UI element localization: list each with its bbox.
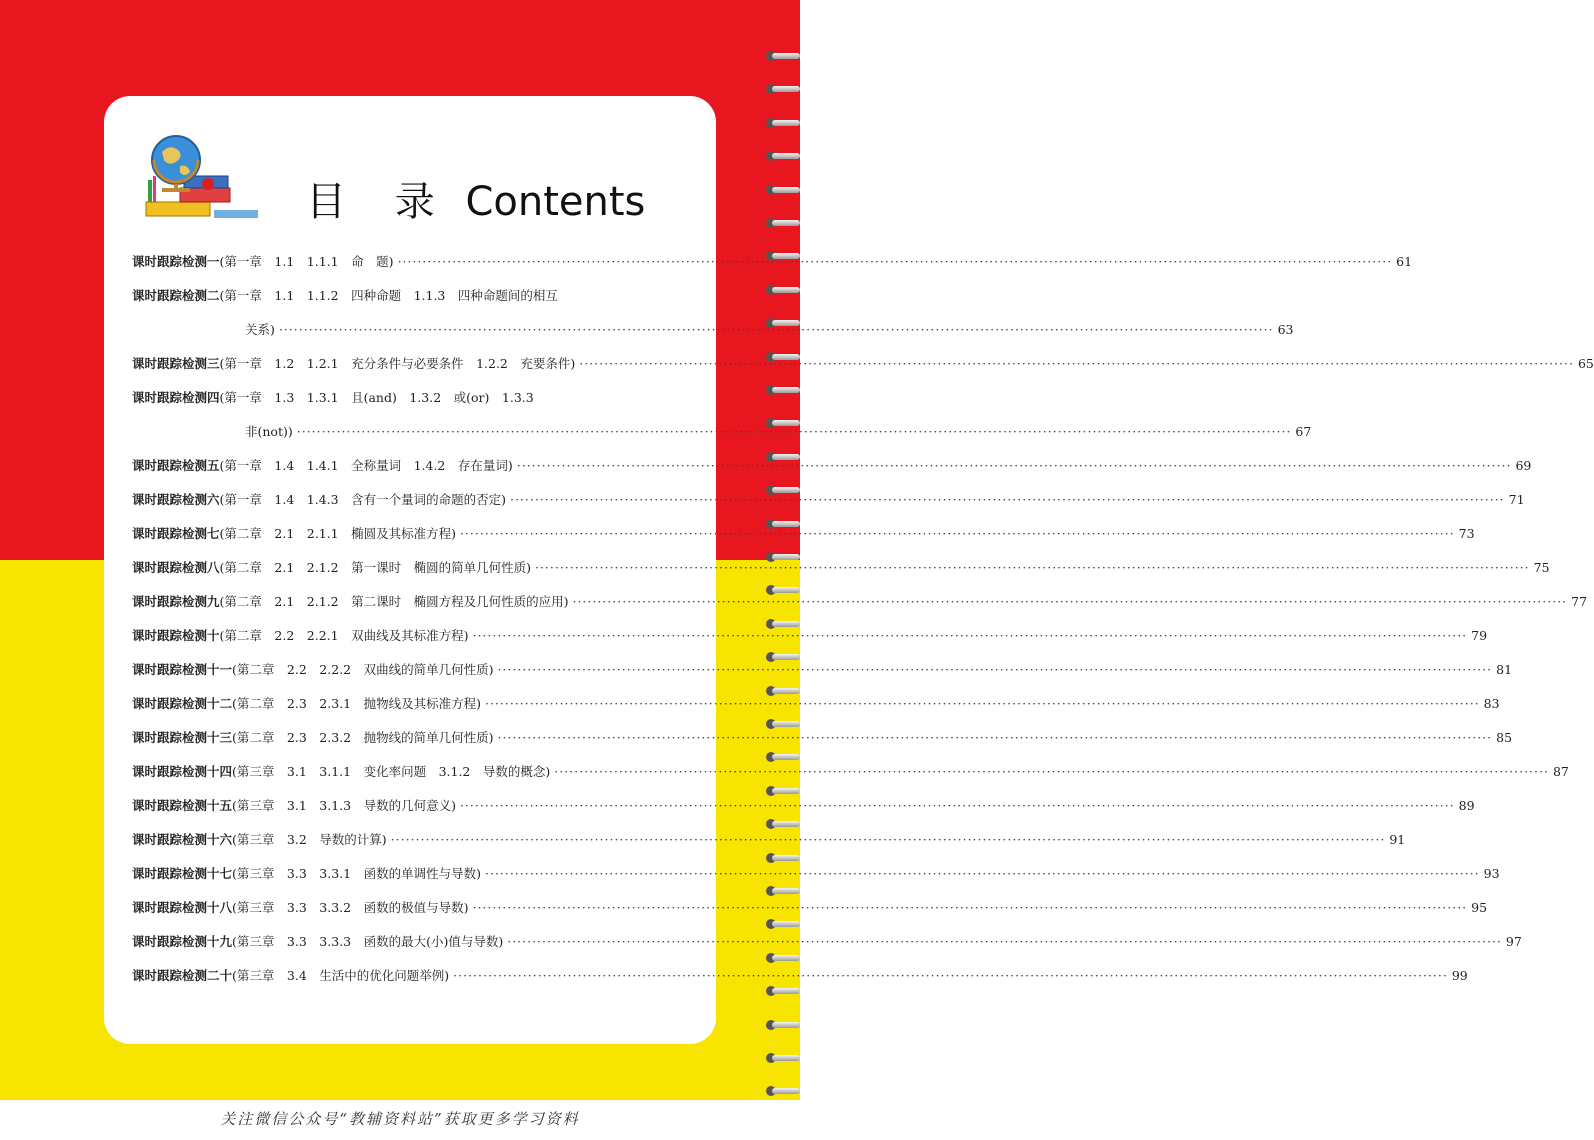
toc-entry-label: 课时跟踪检测四 (132, 390, 220, 405)
toc-page-number: 67 (1295, 423, 1312, 439)
footer-note: 关注微信公众号“教辅资料站”获取更多学习资料 (220, 1110, 580, 1128)
title-chinese: 目 录 (306, 179, 453, 225)
binding-ring (766, 718, 800, 730)
dot-leader: ········································································································································································································ (278, 321, 1274, 337)
dot-leader: ········································································································································································································ (507, 933, 1502, 949)
dot-leader: ········································································································································································································ (572, 593, 1568, 609)
toc-entry-line (132, 788, 1475, 822)
toc-entry-label: 课时跟踪检测二十 (132, 968, 233, 983)
toc-entry-label: 课时跟踪检测十八 (132, 900, 233, 915)
binding-ring (766, 1052, 800, 1064)
globe-books-illustration (140, 132, 260, 224)
binding-ring (766, 217, 800, 229)
binding-ring (766, 184, 800, 196)
toc-page-number: 65 (1577, 355, 1594, 371)
toc-page-number: 97 (1505, 933, 1522, 949)
toc-page-number: 83 (1483, 695, 1500, 711)
toc-entry-text: (第一章 1.4 1.4.3 含有一个量词的命题的否定) (219, 492, 506, 507)
toc-entry-text: (第二章 2.2 2.2.1 双曲线及其标准方程) (219, 628, 469, 643)
toc-entry-text: (第一章 1.1 1.1.1 命 题) (219, 254, 394, 269)
toc-entry-text: (第一章 1.4 1.4.1 全称量词 1.4.2 存在量词) (219, 458, 513, 473)
dot-leader: ········································································································································································································ (397, 253, 1393, 269)
toc-page-number: 87 (1552, 763, 1569, 779)
toc-entry-label: 课时跟踪检测十九 (132, 934, 233, 949)
toc-entry-line (132, 278, 692, 312)
dot-leader: ········································································································································································································ (459, 797, 1455, 813)
dot-leader: ········································································································································································································ (453, 967, 1448, 983)
binding-ring (766, 150, 800, 162)
toc-entry-text: (第三章 3.4 生活中的优化问题举例) (232, 968, 450, 983)
toc-entry-line (132, 958, 1468, 992)
toc-entry-line (132, 652, 1513, 686)
dot-leader: ········································································································································································································ (497, 729, 1493, 745)
toc-entry-label: 课时跟踪检测八 (132, 560, 220, 575)
binding-ring (766, 885, 800, 897)
dot-leader: ········································································································································································································ (472, 627, 1468, 643)
toc-entry-label: 课时跟踪检测五 (132, 458, 220, 473)
binding-ring (766, 117, 800, 129)
toc-entry-text: (第三章 3.3 3.3.3 函数的最大(小)值与导数) (232, 934, 504, 949)
toc-entry-line (132, 754, 1569, 788)
toc-page-number: 73 (1458, 525, 1475, 541)
toc-page-number: 63 (1277, 321, 1294, 337)
dot-leader: ········································································································································································································ (554, 763, 1549, 779)
toc-entry-label: 课时跟踪检测十五 (132, 798, 233, 813)
toc-entry-text: (第一章 1.2 1.2.1 充分条件与必要条件 1.2.2 充要条件) (219, 356, 576, 371)
dot-leader: ········································································································································································································ (484, 865, 1480, 881)
toc-entry-line (132, 414, 1312, 448)
toc-page-number: 99 (1451, 967, 1468, 983)
toc-entry-label: 课时跟踪检测九 (132, 594, 220, 609)
toc-page-number: 71 (1508, 491, 1525, 507)
toc-entry-line (132, 346, 1594, 380)
toc-entry-line (132, 244, 1413, 278)
toc-entry-line (132, 482, 1525, 516)
binding-ring (766, 751, 800, 763)
toc-entry-label: 课时跟踪检测十六 (132, 832, 233, 847)
binding-ring (766, 384, 800, 396)
toc-page-number: 95 (1471, 899, 1488, 915)
toc-entry-label: 课时跟踪检测十四 (132, 764, 233, 779)
binding-ring (766, 918, 800, 930)
toc-entry-label: 课时跟踪检测三 (132, 356, 220, 371)
dot-leader: ········································································································································································································ (516, 457, 1512, 473)
dot-leader: ········································································································································································································ (579, 355, 1574, 371)
toc-entry-label: 课时跟踪检测七 (132, 526, 220, 541)
binding-ring (766, 50, 800, 62)
toc-entry-line (132, 856, 1500, 890)
toc-entry-text: (第二章 2.3 2.3.2 抛物线的简单几何性质) (232, 730, 494, 745)
toc-page-number: 93 (1483, 865, 1500, 881)
title-english: Contents (465, 179, 646, 225)
toc-entry-line (132, 584, 1588, 618)
toc-entry-line (132, 822, 1406, 856)
toc-entry-line (132, 312, 1294, 346)
toc-page-number: 89 (1458, 797, 1475, 813)
toc-entry-line (132, 516, 1475, 550)
toc-entry-label: 课时跟踪检测六 (132, 492, 220, 507)
binding-ring (766, 785, 800, 797)
toc-entry-label: 课时跟踪检测十 (132, 628, 220, 643)
binding-ring (766, 284, 800, 296)
toc-entry-line (132, 550, 1550, 584)
toc-entry-line (132, 890, 1488, 924)
toc-entry-text: (第二章 2.3 2.3.1 抛物线及其标准方程) (232, 696, 481, 711)
binding-ring (766, 818, 800, 830)
toc-entry-text: 关系) (245, 322, 275, 337)
toc-entry-text: (第二章 2.1 2.1.2 第一课时 椭圆的简单几何性质) (219, 560, 531, 575)
dot-leader: ········································································································································································································ (484, 695, 1480, 711)
toc-entry-line (132, 686, 1500, 720)
toc-entry-line (132, 380, 692, 414)
toc-entry-line (132, 924, 1522, 958)
binding-ring (766, 1085, 800, 1097)
dot-leader: ········································································································································································································ (459, 525, 1455, 541)
toc-page-number: 77 (1571, 593, 1588, 609)
page-title (306, 170, 645, 227)
toc-entry-text: 非(not)) (245, 424, 293, 439)
toc-entry-text: (第一章 1.3 1.3.1 且(and) 1.3.2 或(or) 1.3.3 (219, 390, 534, 405)
toc-entry-text: (第二章 2.2 2.2.2 双曲线的简单几何性质) (232, 662, 494, 677)
toc-entry-line (132, 618, 1488, 652)
toc-page-number: 85 (1496, 729, 1513, 745)
toc-entry-label: 课时跟踪检测十七 (132, 866, 233, 881)
dot-leader: ········································································································································································································ (509, 491, 1505, 507)
toc-page-number: 69 (1515, 457, 1532, 473)
binding-ring (766, 83, 800, 95)
dot-leader: ········································································································································································································ (497, 661, 1493, 677)
toc-entry-label: 课时跟踪检测十二 (132, 696, 233, 711)
dot-leader: ········································································································································································································ (472, 899, 1468, 915)
toc-entry-text: (第三章 3.3 3.3.1 函数的单调性与导数) (232, 866, 481, 881)
toc-entry-line (132, 448, 1532, 482)
toc-entry-text: (第一章 1.1 1.1.2 四种命题 1.1.3 四种命题间的相互 (219, 288, 558, 303)
toc-entry-label: 课时跟踪检测十三 (132, 730, 233, 745)
toc-page-number: 75 (1533, 559, 1550, 575)
dot-leader: ········································································································································································································ (296, 423, 1292, 439)
toc-entry-text: (第三章 3.2 导数的计算) (232, 832, 387, 847)
toc-entry-line (132, 720, 1513, 754)
toc-entry-text: (第三章 3.1 3.1.3 导数的几何意义) (232, 798, 456, 813)
toc-page-number: 91 (1389, 831, 1406, 847)
toc-entry-label: 课时跟踪检测二 (132, 288, 220, 303)
toc-page-number: 79 (1471, 627, 1488, 643)
toc-entry-label: 课时跟踪检测十一 (132, 662, 233, 677)
dot-leader: ········································································································································································································ (390, 831, 1386, 847)
toc-entry-label: 课时跟踪检测一 (132, 254, 220, 269)
toc-entry-text: (第三章 3.1 3.1.1 变化率问题 3.1.2 导数的概念) (232, 764, 551, 779)
binding-ring (766, 852, 800, 864)
toc-entry-text: (第二章 2.1 2.1.2 第二课时 椭圆方程及几何性质的应用) (219, 594, 569, 609)
toc-page-number: 81 (1496, 661, 1513, 677)
toc-entry-text: (第三章 3.3 3.3.2 函数的极值与导数) (232, 900, 469, 915)
binding-ring (766, 1019, 800, 1031)
binding-ring (766, 952, 800, 964)
toc-page-number: 61 (1396, 253, 1413, 269)
toc-entry-text: (第二章 2.1 2.1.1 椭圆及其标准方程) (219, 526, 456, 541)
binding-ring (766, 985, 800, 997)
dot-leader: ········································································································································································································ (534, 559, 1530, 575)
